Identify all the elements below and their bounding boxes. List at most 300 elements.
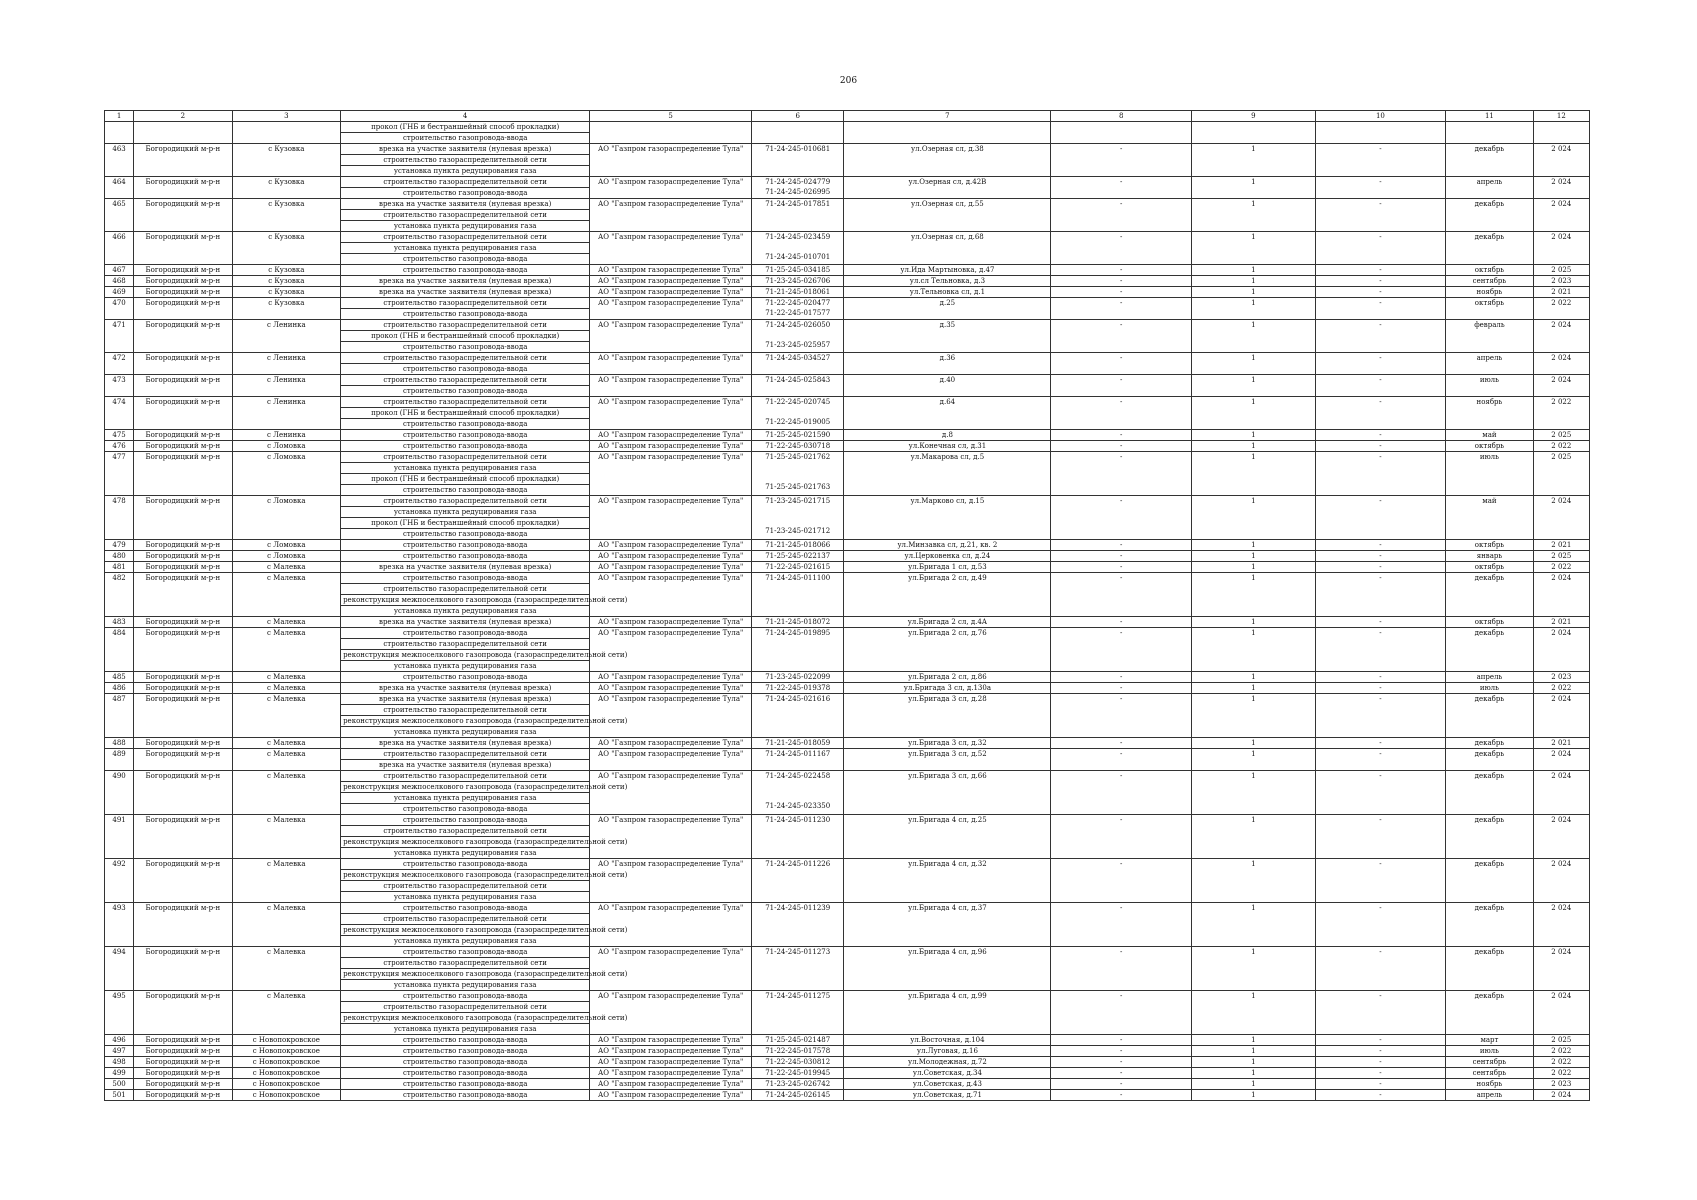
organization-cell: АО "Газпром газораспределение Тула" xyxy=(590,298,752,320)
column-10-cell: - xyxy=(1315,694,1446,738)
address-cell: ул.Бригада 3 сл, д.32 xyxy=(844,738,1051,749)
year-cell: 2 024 xyxy=(1533,628,1589,672)
table-row xyxy=(105,540,1590,551)
work-item: прокол (ГНБ и бестраншейный способ прокладки) xyxy=(341,474,589,485)
column-8-cell: - xyxy=(1051,199,1192,232)
cadastral-number: 71-24-245-011100 xyxy=(765,574,831,582)
column-10-cell: - xyxy=(1315,672,1446,683)
column-10-cell: - xyxy=(1315,815,1446,859)
locality-cell: с Малевка xyxy=(232,683,341,694)
column-10-cell: - xyxy=(1315,903,1446,947)
address-cell: ул.Бригада 4 сл, д.99 xyxy=(844,991,1051,1035)
work-item: строительство газопровода-ввода xyxy=(402,255,528,263)
organization-cell: АО "Газпром газораспределение Тула" xyxy=(590,287,752,298)
work-item: строительство газораспределительной сети xyxy=(341,353,589,364)
month-cell: октябрь xyxy=(1446,441,1533,452)
column-header: 5 xyxy=(590,111,752,122)
locality-cell: с Кузовка xyxy=(232,298,341,320)
month-cell: октябрь xyxy=(1446,265,1533,276)
month-cell: апрель xyxy=(1446,1090,1533,1101)
locality-cell: с Ломовка xyxy=(232,540,341,551)
column-9-cell: 1 xyxy=(1192,903,1316,947)
cadastral-number: 71-21-245-018066 xyxy=(765,541,831,549)
cadastral-number-cell xyxy=(752,177,844,199)
row-number-cell: 463 xyxy=(105,144,134,177)
month-cell: июль xyxy=(1446,375,1533,397)
district-cell: Богородицкий м-р-н xyxy=(134,1035,232,1046)
year-cell: 2 024 xyxy=(1533,815,1589,859)
work-item: врезка на участке заявителя (нулевая врезка) xyxy=(379,618,552,626)
works-cell xyxy=(341,430,590,441)
work-item: строительство газораспределительной сети xyxy=(341,496,589,507)
year-cell: 2 024 xyxy=(1533,232,1589,265)
column-9-cell: 1 xyxy=(1192,452,1316,496)
column-9-cell: 1 xyxy=(1192,199,1316,232)
table-row xyxy=(105,771,1590,815)
work-item: установка пункта редуцирования газа xyxy=(393,849,537,857)
organization-cell: АО "Газпром газораспределение Тула" xyxy=(590,903,752,947)
row-number-cell: 491 xyxy=(105,815,134,859)
locality-cell: с Малевка xyxy=(232,628,341,672)
column-8-cell: - xyxy=(1051,287,1192,298)
work-item: строительство газопровода-ввода xyxy=(402,343,528,351)
column-header: 12 xyxy=(1533,111,1589,122)
work-item: установка пункта редуцирования газа xyxy=(393,981,537,989)
cadastral-number-cell xyxy=(752,771,844,815)
row-number-cell: 486 xyxy=(105,683,134,694)
cadastral-number: 71-24-245-011226 xyxy=(765,860,831,868)
month-cell: февраль xyxy=(1446,320,1533,353)
year-cell: 2 023 xyxy=(1533,672,1589,683)
locality-cell: с Малевка xyxy=(232,617,341,628)
locality-cell: с Новопокровское xyxy=(232,1057,341,1068)
row-number-cell: 467 xyxy=(105,265,134,276)
column-10-cell: - xyxy=(1315,441,1446,452)
works-cell xyxy=(341,452,590,496)
organization-cell: АО "Газпром газораспределение Тула" xyxy=(590,859,752,903)
works-cell xyxy=(341,496,590,540)
column-10-cell: - xyxy=(1315,232,1446,265)
locality-cell: с Малевка xyxy=(232,903,341,947)
organization-cell: АО "Газпром газораспределение Тула" xyxy=(590,144,752,177)
column-9-cell: 1 xyxy=(1192,628,1316,672)
month-cell: март xyxy=(1446,1035,1533,1046)
cadastral-number: 71-22-245-019378 xyxy=(765,684,831,692)
cadastral-number: 71-24-245-010681 xyxy=(765,145,831,153)
cadastral-number: 71-24-245-011275 xyxy=(765,992,831,1000)
work-item: строительство газопровода-ввода xyxy=(402,541,528,549)
cadastral-number: 71-22-245-030812 xyxy=(765,1058,831,1066)
month-cell: декабрь xyxy=(1446,694,1533,738)
column-8-cell: - xyxy=(1051,375,1192,397)
row-number-cell: 494 xyxy=(105,947,134,991)
table-row xyxy=(105,1046,1590,1057)
cadastral-number-cell xyxy=(752,265,844,276)
cadastral-number xyxy=(754,407,841,417)
cadastral-number-cell xyxy=(752,991,844,1035)
work-item: установка пункта редуцирования газа xyxy=(393,937,537,945)
table-row xyxy=(105,859,1590,903)
column-9-cell: 1 xyxy=(1192,496,1316,540)
month-cell: октябрь xyxy=(1446,617,1533,628)
address-cell: ул.Восточная, д.104 xyxy=(844,1035,1051,1046)
cadastral-number: 71-24-245-034527 xyxy=(765,354,831,362)
works-cell xyxy=(341,573,628,617)
table-row xyxy=(105,199,1590,232)
district-cell: Богородицкий м-р-н xyxy=(134,276,232,287)
row-number-cell: 500 xyxy=(105,1079,134,1090)
organization-cell: АО "Газпром газораспределение Тула" xyxy=(590,177,752,199)
column-9-cell: 1 xyxy=(1192,441,1316,452)
works-cell xyxy=(341,672,590,683)
work-item: строительство газопровода-ввода xyxy=(402,310,528,318)
cadastral-number: 71-24-245-021616 xyxy=(765,695,831,703)
locality-cell: с Ленинка xyxy=(232,430,341,441)
district-cell: Богородицкий м-р-н xyxy=(134,1068,232,1079)
table-row xyxy=(105,397,1590,430)
work-item: реконструкция межпоселкового газопровода (газораспределительной сети) xyxy=(343,926,628,934)
district-cell: Богородицкий м-р-н xyxy=(134,298,232,320)
cadastral-number: 71-22-245-021615 xyxy=(765,563,831,571)
table-row xyxy=(105,375,1590,397)
column-header: 1 xyxy=(105,111,134,122)
year-cell: 2 024 xyxy=(1533,177,1589,199)
column-9-cell: 1 xyxy=(1192,1079,1316,1090)
locality-cell: с Ломовка xyxy=(232,496,341,540)
locality-cell: с Ленинка xyxy=(232,320,341,353)
address-cell: д.40 xyxy=(844,375,1051,397)
organization-cell: АО "Газпром газораспределение Тула" xyxy=(590,617,752,628)
table-row xyxy=(105,683,1590,694)
column-9-cell: 1 xyxy=(1192,397,1316,430)
cadastral-number xyxy=(754,472,841,482)
column-header: 7 xyxy=(844,111,1051,122)
work-item: строительство газопровода-ввода xyxy=(402,1091,528,1099)
row-number-cell: 490 xyxy=(105,771,134,815)
works-cell xyxy=(341,1079,590,1090)
work-item: врезка на участке заявителя (нулевая врезка) xyxy=(379,563,552,571)
row-number-cell: 484 xyxy=(105,628,134,672)
work-item: установка пункта редуцирования газа xyxy=(341,463,589,474)
table-row xyxy=(105,815,1590,859)
year-cell: 2 022 xyxy=(1533,562,1589,573)
locality-cell: с Новопокровское xyxy=(232,1068,341,1079)
table-row xyxy=(105,903,1590,947)
organization-cell: АО "Газпром газораспределение Тула" xyxy=(590,771,752,815)
district-cell: Богородицкий м-р-н xyxy=(134,265,232,276)
column-8-cell: - xyxy=(1051,859,1192,903)
column-9-cell: 1 xyxy=(1192,562,1316,573)
work-item: строительство газопровода-ввода xyxy=(341,815,589,826)
row-number-cell: 478 xyxy=(105,496,134,540)
work-item: установка пункта редуцирования газа xyxy=(393,728,537,736)
table-row xyxy=(105,441,1590,452)
organization-cell: АО "Газпром газораспределение Тула" xyxy=(590,1046,752,1057)
district-cell: Богородицкий м-р-н xyxy=(134,430,232,441)
column-10-cell: - xyxy=(1315,1046,1446,1057)
organization-cell: АО "Газпром газораспределение Тула" xyxy=(590,375,752,397)
work-item: строительство газораспределительной сети xyxy=(341,705,589,716)
cadastral-number: 71-24-245-011167 xyxy=(765,750,831,758)
column-header: 8 xyxy=(1051,111,1192,122)
works-cell xyxy=(341,1035,590,1046)
cadastral-number: 71-24-245-011230 xyxy=(765,816,831,824)
column-9-cell: 1 xyxy=(1192,573,1316,617)
cadastral-number: 71-24-245-023459 xyxy=(765,233,831,241)
column-8-cell: - xyxy=(1051,1068,1192,1079)
locality-cell: с Малевка xyxy=(232,815,341,859)
works-cell xyxy=(341,265,590,276)
cadastral-number: 71-25-245-021487 xyxy=(765,1036,831,1044)
work-item: строительство газопровода-ввода xyxy=(402,420,528,428)
table-row xyxy=(105,177,1590,199)
row-number-cell: 487 xyxy=(105,694,134,738)
table-header xyxy=(105,111,1590,122)
column-9-cell: 1 xyxy=(1192,265,1316,276)
column-10-cell: - xyxy=(1315,1057,1446,1068)
organization-cell: АО "Газпром газораспределение Тула" xyxy=(590,452,752,496)
table-row xyxy=(105,672,1590,683)
column-10-cell: - xyxy=(1315,573,1446,617)
locality-cell: с Малевка xyxy=(232,573,341,617)
row-number-cell: 501 xyxy=(105,1090,134,1101)
cadastral-number: 71-24-245-026995 xyxy=(765,188,831,196)
works-cell xyxy=(341,859,628,903)
district-cell: Богородицкий м-р-н xyxy=(134,287,232,298)
row-number-cell: 465 xyxy=(105,199,134,232)
locality-cell: с Ленинка xyxy=(232,375,341,397)
continuation-row xyxy=(105,122,1590,144)
work-item: врезка на участке заявителя (нулевая врезка) xyxy=(341,694,589,705)
cadastral-number: 71-23-245-022099 xyxy=(765,673,831,681)
work-item: прокол (ГНБ и бестраншейный способ прокладки) xyxy=(341,122,589,133)
column-8-cell: - xyxy=(1051,1057,1192,1068)
address-cell: ул.Ида Мартыновка, д.47 xyxy=(844,265,1051,276)
year-cell: 2 023 xyxy=(1533,276,1589,287)
organization-cell: АО "Газпром газораспределение Тула" xyxy=(590,1035,752,1046)
work-item: строительство газопровода-ввода xyxy=(402,486,528,494)
district-cell: Богородицкий м-р-н xyxy=(134,991,232,1035)
work-item: строительство газопровода-ввода xyxy=(402,1058,528,1066)
cadastral-number: 71-25-245-021763 xyxy=(765,483,831,491)
district-cell: Богородицкий м-р-н xyxy=(134,177,232,199)
table-row xyxy=(105,353,1590,375)
column-9-cell: 1 xyxy=(1192,683,1316,694)
work-item: строительство газопровода-ввода xyxy=(402,387,528,395)
column-8-cell: - xyxy=(1051,903,1192,947)
address-cell: ул.Бригада 4 сл, д.32 xyxy=(844,859,1051,903)
column-9-cell: 1 xyxy=(1192,551,1316,562)
year-cell: 2 024 xyxy=(1533,375,1589,397)
organization-cell: АО "Газпром газораспределение Тула" xyxy=(590,276,752,287)
month-cell: декабрь xyxy=(1446,771,1533,815)
row-number-cell: 481 xyxy=(105,562,134,573)
organization-cell: АО "Газпром газораспределение Тула" xyxy=(590,694,752,738)
works-cell xyxy=(341,562,590,573)
locality-cell: с Кузовка xyxy=(232,144,341,177)
year-cell: 2 024 xyxy=(1533,749,1589,771)
work-item: строительство газораспределительной сети xyxy=(341,298,589,309)
cadastral-number: 71-23-245-026706 xyxy=(765,277,831,285)
row-number-cell: 489 xyxy=(105,749,134,771)
cadastral-number-cell xyxy=(752,1046,844,1057)
table-row xyxy=(105,430,1590,441)
cadastral-number: 71-23-245-026742 xyxy=(765,1080,831,1088)
address-cell: ул.Конечная сл, д.31 xyxy=(844,441,1051,452)
works-cell xyxy=(341,628,628,672)
year-cell: 2 025 xyxy=(1533,430,1589,441)
locality-cell: с Кузовка xyxy=(232,199,341,232)
column-10-cell: - xyxy=(1315,749,1446,771)
works-cell xyxy=(341,144,590,177)
works-cell xyxy=(341,298,590,320)
table-row xyxy=(105,320,1590,353)
cadastral-number: 71-22-245-020745 xyxy=(765,398,831,406)
column-9-cell: 1 xyxy=(1192,694,1316,738)
work-item: строительство газопровода-ввода xyxy=(402,189,528,197)
address-cell: д.36 xyxy=(844,353,1051,375)
address-cell: ул.Бригада 3 сл, д.130а xyxy=(844,683,1051,694)
column-10-cell: - xyxy=(1315,496,1446,540)
work-item: строительство газопровода-ввода xyxy=(402,805,528,813)
column-8-cell: - xyxy=(1051,562,1192,573)
address-cell: ул.Церковенка сл, д.24 xyxy=(844,551,1051,562)
year-cell: 2 025 xyxy=(1533,452,1589,496)
address-cell: ул.Советская, д.43 xyxy=(844,1079,1051,1090)
year-cell: 2 024 xyxy=(1533,903,1589,947)
cadastral-number: 71-24-245-011239 xyxy=(765,904,831,912)
year-cell: 2 025 xyxy=(1533,551,1589,562)
cadastral-number: 71-22-245-020477 xyxy=(765,299,831,307)
locality-cell: с Новопокровское xyxy=(232,1046,341,1057)
locality-cell: с Ленинка xyxy=(232,397,341,430)
organization-cell: АО "Газпром газораспределение Тула" xyxy=(590,628,752,672)
table-row xyxy=(105,617,1590,628)
row-number-cell: 475 xyxy=(105,430,134,441)
register-table xyxy=(104,110,1590,1101)
work-item: установка пункта редуцирования газа xyxy=(393,167,537,175)
column-10-cell: - xyxy=(1315,265,1446,276)
district-cell: Богородицкий м-р-н xyxy=(134,551,232,562)
locality-cell: с Ломовка xyxy=(232,551,341,562)
works-cell xyxy=(341,441,590,452)
cadastral-number: 71-22-245-017578 xyxy=(765,1047,831,1055)
organization-cell: АО "Газпром газораспределение Тула" xyxy=(590,991,752,1035)
district-cell: Богородицкий м-р-н xyxy=(134,375,232,397)
column-8-cell: - xyxy=(1051,1090,1192,1101)
row-number-cell: 468 xyxy=(105,276,134,287)
row-number-cell: 470 xyxy=(105,298,134,320)
cadastral-number-cell xyxy=(752,1035,844,1046)
works-cell xyxy=(341,540,590,551)
column-9-cell: 1 xyxy=(1192,276,1316,287)
column-9-cell: 1 xyxy=(1192,298,1316,320)
works-cell xyxy=(341,199,590,232)
row-number-cell: 471 xyxy=(105,320,134,353)
column-9-cell: 1 xyxy=(1192,375,1316,397)
district-cell: Богородицкий м-р-н xyxy=(134,1057,232,1068)
month-cell: октябрь xyxy=(1446,298,1533,320)
table-row xyxy=(105,452,1590,496)
cadastral-number-cell xyxy=(752,694,844,738)
district-cell: Богородицкий м-р-н xyxy=(134,353,232,375)
cadastral-number: 71-21-245-018059 xyxy=(765,739,831,747)
work-item: прокол (ГНБ и бестраншейный способ прокладки) xyxy=(341,408,589,419)
year-cell: 2 024 xyxy=(1533,771,1589,815)
work-item: строительство газораспределительной сети xyxy=(341,826,589,837)
cadastral-number-cell xyxy=(752,672,844,683)
cadastral-number: 71-23-245-021712 xyxy=(765,527,831,535)
column-8-cell: - xyxy=(1051,672,1192,683)
cadastral-number-cell xyxy=(752,287,844,298)
work-item: установка пункта редуцирования газа xyxy=(393,662,537,670)
organization-cell: АО "Газпром газораспределение Тула" xyxy=(590,320,752,353)
work-item: строительство газораспределительной сети xyxy=(341,375,589,386)
work-item: реконструкция межпоселкового газопровода (газораспределительной сети) xyxy=(343,717,628,725)
month-cell: декабрь xyxy=(1446,232,1533,265)
month-cell: апрель xyxy=(1446,353,1533,375)
cadastral-number-cell xyxy=(752,903,844,947)
organization-cell: АО "Газпром газораспределение Тула" xyxy=(590,738,752,749)
work-item: строительство газораспределительной сети xyxy=(341,177,589,188)
year-cell: 2 024 xyxy=(1533,694,1589,738)
cadastral-number-cell xyxy=(752,199,844,232)
table-row xyxy=(105,991,1590,1035)
column-8-cell: - xyxy=(1051,551,1192,562)
organization-cell: АО "Газпром газораспределение Тула" xyxy=(590,672,752,683)
work-item: врезка на участке заявителя (нулевая врезка) xyxy=(379,684,552,692)
locality-cell: с Новопокровское xyxy=(232,1079,341,1090)
year-cell: 2 022 xyxy=(1533,1068,1589,1079)
cadastral-number xyxy=(754,242,841,252)
column-9-cell: 1 xyxy=(1192,859,1316,903)
locality-cell: с Ломовка xyxy=(232,452,341,496)
column-9-cell: 1 xyxy=(1192,991,1316,1035)
district-cell: Богородицкий м-р-н xyxy=(134,628,232,672)
column-10-cell: - xyxy=(1315,683,1446,694)
row-number-cell: 499 xyxy=(105,1068,134,1079)
works-cell xyxy=(341,738,590,749)
year-cell: 2 024 xyxy=(1533,1090,1589,1101)
locality-cell: с Малевка xyxy=(232,859,341,903)
month-cell: октябрь xyxy=(1446,562,1533,573)
column-10-cell: - xyxy=(1315,177,1446,199)
works-cell xyxy=(341,353,590,375)
district-cell: Богородицкий м-р-н xyxy=(134,947,232,991)
cadastral-number-cell xyxy=(752,573,844,617)
organization-cell: АО "Газпром газораспределение Тула" xyxy=(590,353,752,375)
cadastral-number-cell xyxy=(752,276,844,287)
address-cell: д.64 xyxy=(844,397,1051,430)
work-item: строительство газопровода-ввода xyxy=(402,431,528,439)
address-cell: ул.Бригада 3 сл, д.28 xyxy=(844,694,1051,738)
work-item: строительство газопровода-ввода xyxy=(402,442,528,450)
work-item: врезка на участке заявителя (нулевая врезка) xyxy=(379,288,552,296)
work-item: реконструкция межпоселкового газопровода (газораспределительной сети) xyxy=(343,651,628,659)
cadastral-number-cell xyxy=(752,144,844,177)
row-number-cell: 497 xyxy=(105,1046,134,1057)
column-8-cell: - xyxy=(1051,683,1192,694)
works-cell xyxy=(341,320,590,353)
column-8-cell: - xyxy=(1051,694,1192,738)
district-cell: Богородицкий м-р-н xyxy=(134,771,232,815)
organization-cell: АО "Газпром газораспределение Тула" xyxy=(590,199,752,232)
cadastral-number: 71-23-245-021715 xyxy=(765,497,831,505)
work-item: реконструкция межпоселкового газопровода (газораспределительной сети) xyxy=(343,871,628,879)
address-cell: ул.Озерная сл, д.38 xyxy=(844,144,1051,177)
address-cell: д.35 xyxy=(844,320,1051,353)
column-10-cell: - xyxy=(1315,551,1446,562)
